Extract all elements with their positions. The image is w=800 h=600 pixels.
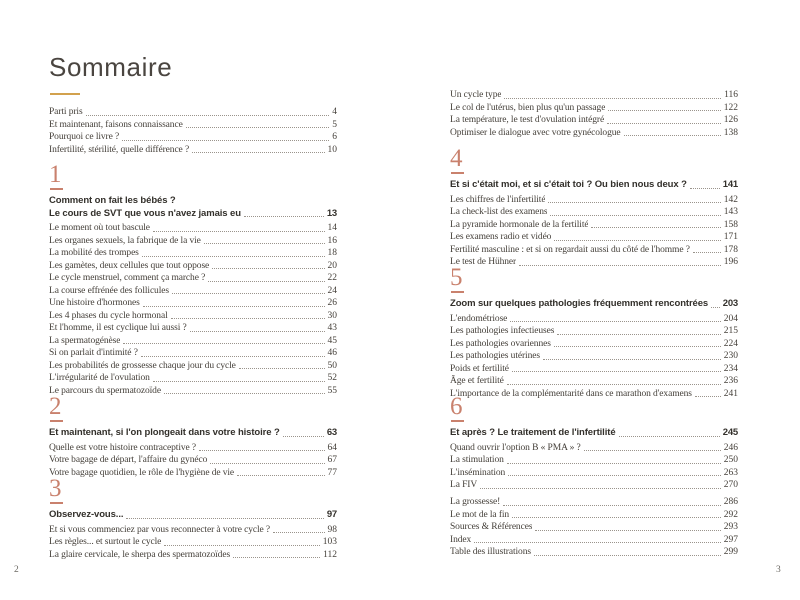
section-1 (49, 163, 337, 397)
toc-entry-row (450, 325, 738, 338)
toc-page-number: 122 (723, 102, 738, 113)
toc-entry-label: L'irrégularité de l'ovulation (49, 373, 150, 383)
toc-entry-label: L'importance de la complémentarité dans ce marathon d'examens (450, 388, 692, 399)
toc-heading-row (450, 179, 738, 192)
section-5 (450, 266, 738, 400)
toc-page-number: 230 (723, 351, 738, 361)
toc-page-number: 250 (723, 455, 738, 465)
toc-page-number: 286 (723, 497, 738, 507)
dot-leader (690, 188, 720, 189)
toc-page-number: 224 (723, 338, 738, 349)
toc-page-number: 143 (723, 207, 738, 217)
toc-entry-row (49, 524, 337, 537)
toc-entry-label: Zoom sur quelques pathologies fréquemment rencontrées (450, 298, 709, 309)
toc-page-number: 13 (326, 207, 337, 219)
section-number: 1 (49, 161, 62, 188)
section-2 (49, 395, 337, 479)
toc-entry-row (49, 260, 337, 273)
dot-leader (557, 334, 720, 335)
toc-page-number: 236 (723, 376, 738, 386)
dot-leader (510, 321, 720, 322)
toc-page-number: 245 (722, 427, 738, 438)
dot-leader (204, 243, 325, 244)
dot-leader (142, 256, 325, 257)
dot-leader (507, 463, 721, 464)
toc-entry-row (49, 360, 337, 373)
toc-entry-row (450, 534, 738, 547)
toc-entry-label: Et après ? Le traitement de l'infertilité (450, 427, 616, 438)
section-6 (450, 395, 738, 492)
dot-leader (543, 359, 721, 360)
dot-leader (141, 356, 325, 357)
toc-page-number: 14 (327, 223, 337, 233)
dot-leader (584, 450, 721, 451)
toc-entry-row (49, 549, 337, 562)
toc-page-number: 5 (332, 119, 337, 130)
toc-entry-row (450, 375, 738, 388)
dot-leader (172, 293, 325, 294)
dot-leader (591, 227, 720, 228)
section-entries (450, 442, 738, 492)
dot-leader (210, 463, 324, 464)
toc-page-number: 158 (723, 219, 738, 230)
toc-entry-label: La glaire cervicale, le sherpa des spermatozoïdes (49, 549, 231, 560)
dot-leader (508, 475, 721, 476)
toc-entry-label: Les chiffres de l'infertilité (450, 194, 546, 205)
toc-entry-row (450, 313, 738, 326)
toc-entry-label: Infertilité, stérilité, quelle différence ? (49, 144, 190, 155)
toc-entry-label: L'insémination (450, 467, 506, 478)
toc-entry-label: Une histoire d'hormones (49, 298, 140, 308)
toc-entry-row (450, 89, 738, 102)
toc-entry-label: La FIV (450, 480, 478, 490)
dot-leader (480, 488, 721, 489)
toc-entry-label: Le test de Hühner (450, 257, 517, 267)
toc-heading-row (49, 427, 337, 440)
toc-entry-row (49, 131, 337, 144)
section-entries (450, 194, 738, 269)
toc-entry-label: Les règles... et surtout le cycle (49, 537, 162, 547)
toc-page-number: 292 (723, 509, 738, 520)
section-number: 2 (49, 393, 62, 420)
toc-entry-row (450, 496, 738, 509)
dot-leader (244, 216, 324, 217)
dot-leader (153, 381, 325, 382)
section-3 (49, 477, 337, 561)
dot-leader (143, 306, 325, 307)
toc-entry-row (450, 454, 738, 467)
toc-entry-label: Votre bagage quotidien, le rôle de l'hygiène de vie (49, 467, 235, 478)
dot-leader (619, 436, 720, 437)
toc-page-number: 178 (723, 244, 738, 255)
toc-entry-row (450, 467, 738, 480)
dot-leader (554, 240, 720, 241)
toc-entry-label: Le mot de la fin (450, 509, 510, 520)
dot-leader (607, 123, 721, 124)
toc-entry-label: Le moment où tout bascule (49, 223, 150, 233)
dot-leader (711, 307, 720, 308)
toc-page-number: 246 (723, 442, 738, 453)
toc-entry-row (450, 509, 738, 522)
toc-page-number: 234 (723, 363, 738, 374)
left-page-column (49, 0, 337, 600)
toc-entry-label: Si on parlait d'intimité ? (49, 348, 138, 358)
toc-page-number: 30 (327, 310, 337, 321)
dot-leader (190, 331, 325, 332)
dot-leader (535, 530, 720, 531)
toc-entry-row (49, 297, 337, 310)
toc-entry-label: Les gamètes, deux cellules que tout oppose (49, 260, 210, 271)
toc-entry-row (49, 347, 337, 360)
toc-entry-label: Un cycle type (450, 90, 502, 100)
dot-leader (624, 135, 721, 136)
toc-page-number: 196 (723, 257, 738, 267)
toc-entry-label: Et maintenant, faisons connaissance (49, 119, 183, 130)
toc-page-number: 52 (327, 373, 337, 383)
back-matter-list (450, 496, 738, 559)
toc-page-number: 270 (723, 480, 738, 490)
toc-entry-row (450, 546, 738, 559)
toc-page-number: 20 (327, 260, 337, 271)
toc-entry-row (49, 285, 337, 298)
toc-entry-label: Et maintenant, si l'on plongeait dans votre histoire ? (49, 427, 280, 438)
toc-entry-label: La pyramide hormonale de la fertilité (450, 219, 589, 230)
dot-leader (550, 215, 720, 216)
toc-entry-label: Les organes sexuels, la fabrique de la vie (49, 235, 201, 246)
toc-entry-row (49, 442, 337, 455)
toc-entry-label: Observez-vous... (49, 509, 124, 520)
toc-entry-label: Le cours de SVT que vous n'avez jamais eu (49, 207, 241, 219)
toc-page-number: 204 (723, 313, 738, 324)
toc-page-number: 126 (723, 115, 738, 125)
toc-entry-row (450, 231, 738, 244)
dot-leader (192, 152, 324, 153)
section-entries (49, 222, 337, 397)
toc-page-number: 50 (327, 360, 337, 371)
toc-page-number: 6 (332, 132, 337, 142)
toc-entry-label: La course effrénée des follicules (49, 285, 169, 296)
toc-page-number: 141 (722, 179, 738, 190)
dot-leader (239, 368, 325, 369)
toc-entry-label: La mobilité des trompes (49, 248, 139, 258)
toc-entry-row (450, 350, 738, 363)
toc-entry-label: Optimiser le dialogue avec votre gynécologue (450, 127, 621, 138)
toc-page-number: 138 (723, 127, 738, 138)
dot-leader (164, 393, 325, 394)
section-number: 3 (49, 475, 62, 502)
section-3-continued-list (450, 89, 738, 139)
toc-entry-label: La check-list des examens (450, 207, 548, 217)
toc-page-number: 215 (723, 326, 738, 336)
toc-entry-row (450, 338, 738, 351)
toc-entry-label: Fertilité masculine : et si on regardait aussi du côté de l'homme ? (450, 244, 690, 255)
toc-page-number: 55 (327, 385, 337, 396)
toc-page-number: 112 (323, 549, 337, 560)
toc-entry-label: Âge et fertilité (450, 376, 504, 386)
toc-page-number: 98 (327, 524, 337, 535)
toc-entry-row (49, 454, 337, 467)
section-number-underline (50, 188, 63, 190)
toc-page-number: 241 (723, 388, 738, 399)
toc-page-number: 46 (327, 348, 337, 358)
toc-heading-row (49, 195, 337, 208)
toc-page-number: 203 (722, 298, 738, 309)
toc-page-number: 293 (723, 522, 738, 532)
toc-entry-row (49, 235, 337, 248)
section-number-underline (451, 420, 464, 422)
toc-page-number: 4 (332, 107, 337, 117)
section-entries (49, 524, 337, 562)
dot-leader (212, 268, 324, 269)
toc-entry-label: Et l'homme, il est cyclique lui aussi ? (49, 323, 187, 333)
toc-page-number: 18 (327, 248, 337, 258)
toc-entry-row (49, 310, 337, 323)
toc-entry-label: Parti pris (49, 107, 83, 117)
toc-entry-row (49, 272, 337, 285)
toc-entry-label: Les examens radio et vidéo (450, 232, 552, 242)
toc-entry-row (49, 106, 337, 119)
dot-leader (199, 450, 324, 451)
right-page-column (450, 0, 738, 600)
dot-leader (171, 318, 325, 319)
toc-page-number: 97 (326, 509, 337, 520)
dot-leader (474, 542, 721, 543)
toc-page-number: 10 (327, 144, 337, 155)
toc-entry-label: Les 4 phases du cycle hormonal (49, 310, 168, 321)
title-underline-rule (50, 93, 80, 95)
toc-page-number: 16 (327, 235, 337, 246)
dot-leader (548, 202, 720, 203)
toc-page-number: 299 (723, 547, 738, 557)
toc-page-number: 77 (327, 467, 337, 478)
toc-entry-row (450, 127, 738, 140)
dot-leader (693, 252, 721, 253)
toc-page-number: 43 (327, 323, 337, 333)
section-4 (450, 147, 738, 269)
toc-entry-row (49, 335, 337, 348)
dot-leader (608, 110, 720, 111)
toc-entry-row (49, 144, 337, 157)
dot-leader (123, 343, 324, 344)
toc-page-number: 116 (724, 90, 738, 100)
toc-entry-label: La stimulation (450, 455, 504, 465)
toc-entry-row (49, 119, 337, 132)
dot-leader (186, 127, 330, 128)
toc-entry-label: Et si vous commenciez par vous reconnecter à votre cycle ? (49, 524, 271, 535)
section-number-underline (451, 291, 464, 293)
folio-right: 3 (776, 565, 781, 575)
toc-heading-row (450, 427, 738, 440)
toc-entry-label: Comment on fait les bébés ? (49, 195, 176, 206)
dot-leader (503, 505, 721, 506)
toc-page-number: 22 (327, 273, 337, 283)
toc-entry-label: Quand ouvrir l'option B « PMA » ? (450, 442, 581, 453)
toc-entry-row (450, 102, 738, 115)
toc-entry-row (450, 206, 738, 219)
section-entries (49, 442, 337, 480)
section-number: 6 (450, 393, 463, 420)
toc-entry-row (49, 322, 337, 335)
dot-leader (507, 384, 721, 385)
toc-entry-label: Votre bagage de départ, l'affaire du gynéco (49, 455, 208, 465)
section-entries (450, 313, 738, 401)
toc-entry-label: Le cycle menstruel, comment ça marche ? (49, 273, 206, 283)
dot-leader (554, 346, 721, 347)
toc-page-number: 103 (322, 537, 337, 547)
toc-entry-row (49, 222, 337, 235)
toc-page-number: 24 (327, 285, 337, 296)
toc-entry-label: Les pathologies utérines (450, 351, 540, 361)
dot-leader (122, 140, 329, 141)
toc-page-number: 45 (327, 335, 337, 346)
toc-entry-label: Sources & Références (450, 522, 533, 532)
dot-leader (126, 518, 323, 519)
toc-heading-row (450, 298, 738, 311)
dot-leader (512, 517, 721, 518)
toc-entry-row (450, 479, 738, 492)
toc-entry-row (450, 521, 738, 534)
toc-entry-row (450, 194, 738, 207)
dot-leader (504, 98, 721, 99)
toc-entry-row (49, 372, 337, 385)
toc-entry-label: Le col de l'utérus, bien plus qu'un passage (450, 102, 606, 113)
dot-leader (512, 371, 721, 372)
toc-heading-row (49, 208, 337, 221)
dot-leader (153, 231, 325, 232)
section-number: 5 (450, 264, 463, 291)
toc-entry-row (49, 536, 337, 549)
toc-entry-label: Les pathologies ovariennes (450, 338, 551, 349)
toc-entry-label: Pourquoi ce livre ? (49, 132, 120, 142)
toc-entry-label: Table des illustrations (450, 547, 531, 557)
toc-page-number: 263 (723, 467, 738, 478)
toc-entry-label: Le parcours du spermatozoïde (49, 385, 161, 396)
dot-leader (233, 557, 320, 558)
dot-leader (283, 436, 324, 437)
toc-entry-row (450, 114, 738, 127)
toc-heading-row (49, 509, 337, 522)
toc-page-number: 67 (327, 455, 337, 465)
front-matter-list (49, 106, 337, 156)
dot-leader (164, 545, 320, 546)
section-number-underline (50, 502, 63, 504)
toc-entry-label: Poids et fertilité (450, 363, 509, 374)
dot-leader (237, 475, 324, 476)
toc-entry-row (450, 442, 738, 455)
dot-leader (86, 115, 330, 116)
section-number-underline (451, 172, 464, 174)
dot-leader (534, 555, 721, 556)
toc-entry-label: La température, le test d'ovulation intégré (450, 115, 605, 125)
dot-leader (208, 281, 324, 282)
toc-page-number: 142 (723, 194, 738, 205)
toc-page-number: 63 (326, 427, 337, 438)
toc-entry-row (49, 247, 337, 260)
toc-page-number: 64 (327, 442, 337, 453)
toc-entry-label: Les pathologies infectieuses (450, 326, 555, 336)
toc-page-number: 26 (327, 298, 337, 308)
toc-entry-label: Index (450, 534, 472, 545)
toc-entry-label: Quelle est votre histoire contraceptive ? (49, 442, 197, 453)
dot-leader (273, 532, 324, 533)
toc-page-number: 297 (723, 534, 738, 545)
section-number-underline (50, 420, 63, 422)
folio-left: 2 (14, 565, 19, 575)
toc-entry-label: L'endométriose (450, 313, 508, 324)
toc-page-number: 171 (723, 232, 738, 242)
toc-entry-row (450, 363, 738, 376)
toc-entry-label: Les probabilités de grossesse chaque jour du cycle (49, 360, 236, 371)
toc-entry-label: Et si c'était moi, et si c'était toi ? Ou bien nous deux ? (450, 179, 687, 190)
section-number: 4 (450, 145, 463, 172)
toc-entry-label: La spermatogénèse (49, 335, 121, 346)
toc-entry-label: La grossesse! (450, 497, 501, 507)
toc-entry-row (450, 219, 738, 232)
toc-entry-row (450, 244, 738, 257)
page-title: Sommaire (49, 52, 173, 82)
